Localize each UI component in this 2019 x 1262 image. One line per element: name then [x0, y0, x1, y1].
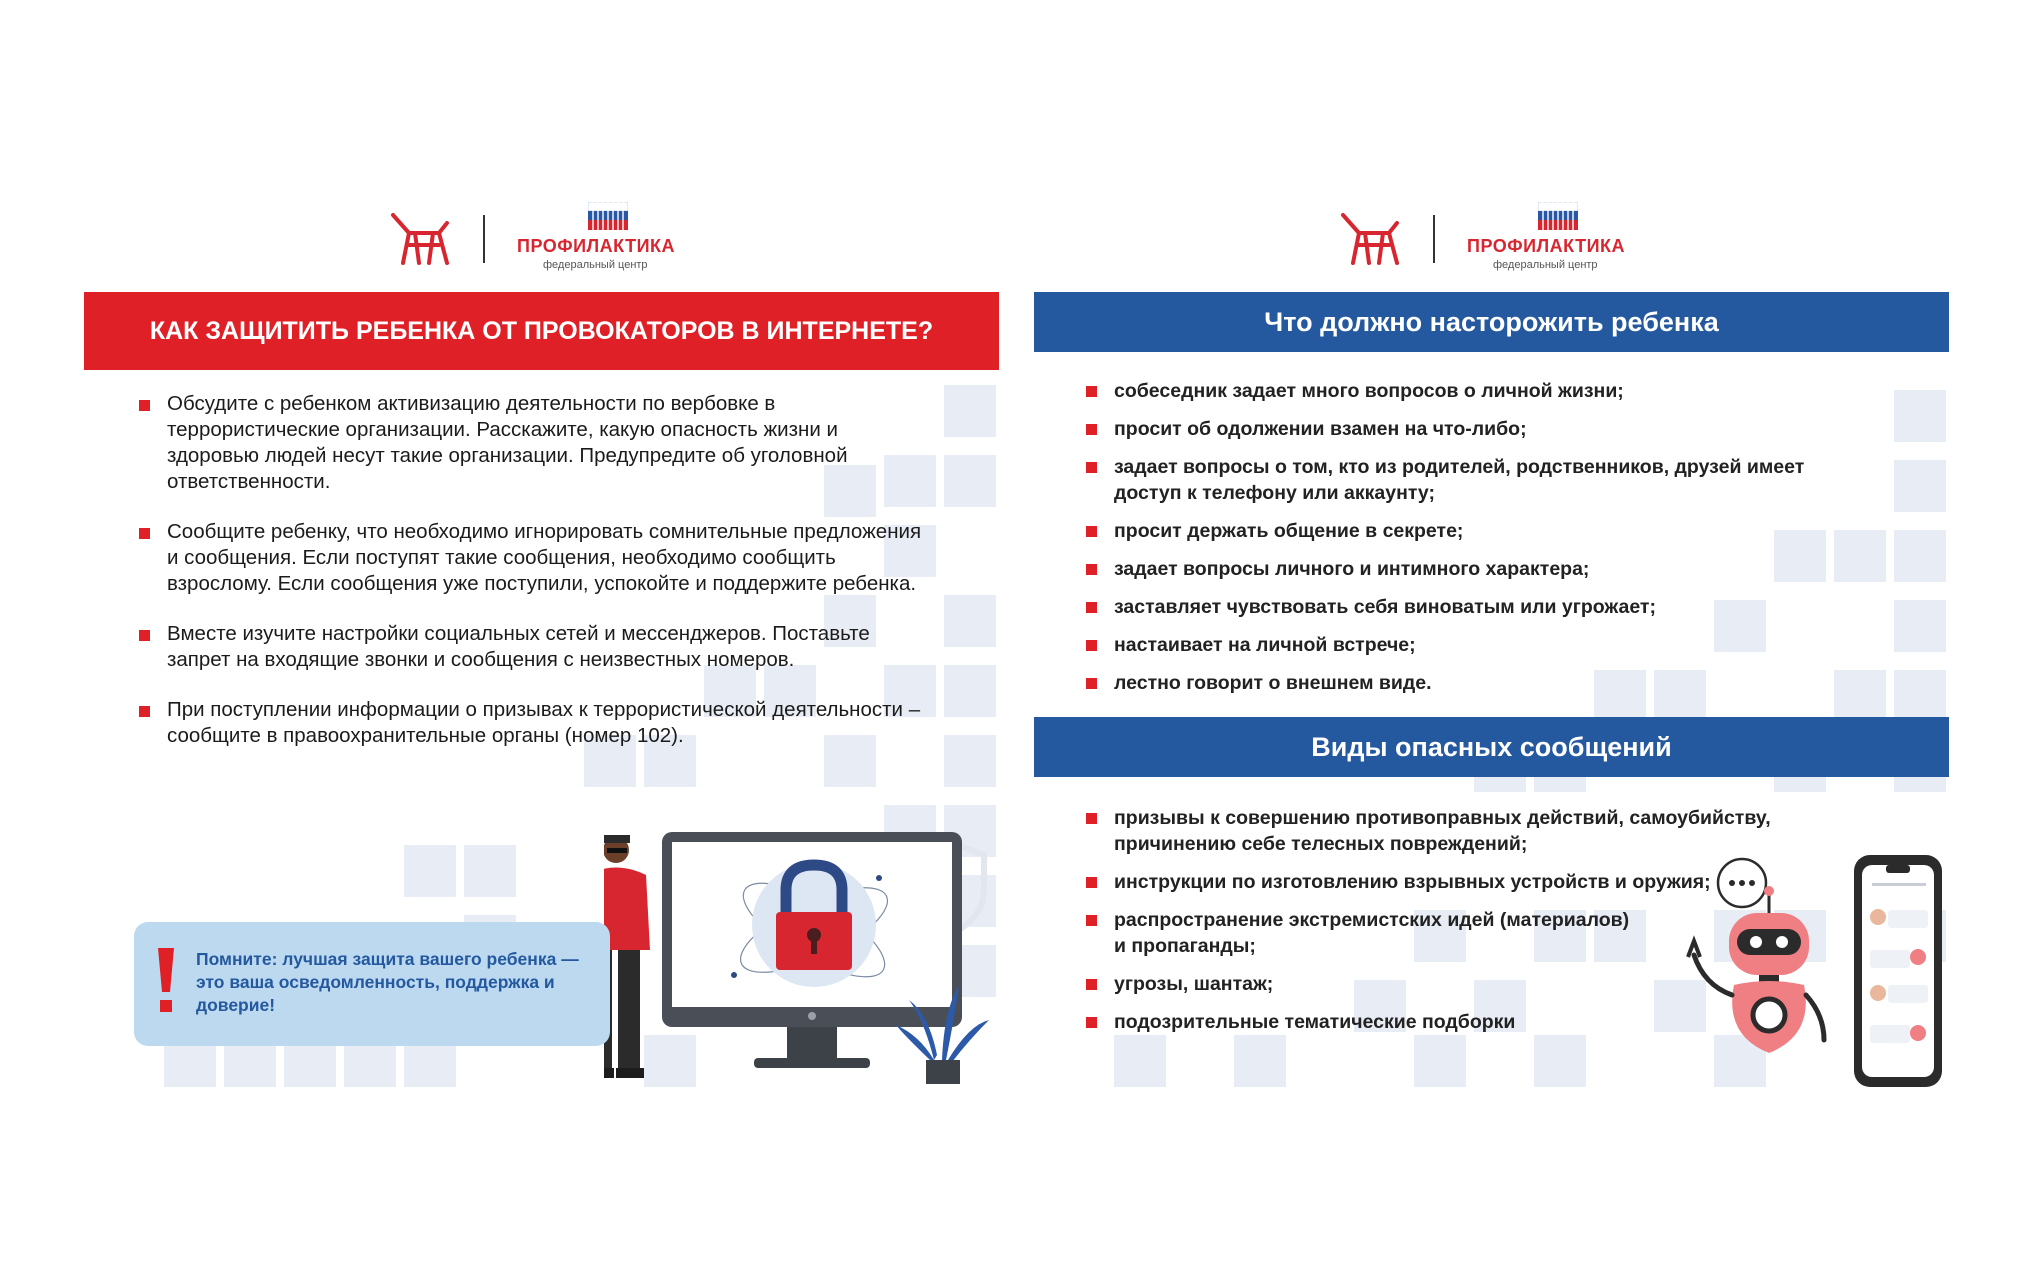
- flag-logo-icon: [588, 202, 628, 230]
- left-card: [84, 195, 999, 1090]
- list-item: задает вопросы о том, кто из родителей, родственников, друзей имеет доступ к телефону или аккаунту;: [1086, 454, 1874, 506]
- list-item: Обсудите с ребенком активизацию деятельности по вербовке в террористические организации. Расскажите, какую опасность жизни и здоровью людей несут такие организации. Предупредите об уголовной ответственности.: [139, 391, 929, 495]
- advice-list: [139, 391, 929, 773]
- brand-subtitle: федеральный центр: [1493, 259, 1598, 271]
- list-item: заставляет чувствовать себя виноватым или угрожает;: [1086, 594, 1886, 620]
- list-item: призывы к совершению противоправных действий, самоубийству, причинению себе телесных повреждений;: [1086, 805, 1886, 857]
- section-title: Виды опасных сообщений: [1311, 731, 1672, 762]
- list-item: просит об одолжении взамен на что-либо;: [1086, 416, 1886, 442]
- brand-name: ПРОФИЛАКТИКА: [517, 236, 675, 256]
- list-item: инструкции по изготовлению взрывных устройств и оружия;: [1086, 869, 1714, 895]
- list-item: задает вопросы личного и интимного характера;: [1086, 556, 1886, 582]
- list-item: собеседник задает много вопросов о личной жизни;: [1086, 378, 1886, 404]
- list-item: настаивает на личной встрече;: [1086, 632, 1886, 658]
- list-item: просит держать общение в секрете;: [1086, 518, 1886, 544]
- horse-logo-icon: [1339, 211, 1405, 267]
- chat-bubble-icon: [1718, 859, 1766, 907]
- brand-name: ПРОФИЛАКТИКА: [1467, 236, 1625, 256]
- smartphone-icon: [1854, 855, 1942, 1087]
- reminder-text: Помните: лучшая защита вашего ребенка — это ваша осведомленность, поддержка и доверие!: [196, 949, 579, 1015]
- exclamation-icon: [156, 948, 176, 1014]
- section-banner-warning-signs: [1034, 292, 1949, 352]
- guard-figure: [604, 835, 650, 1078]
- warning-signs-list: [1086, 378, 1886, 696]
- list-item: угрозы, шантаж;: [1086, 971, 1886, 997]
- list-item: При поступлении информации о призывах к террористической деятельности – сообщите в правоохранительные органы (номер 102).: [139, 697, 929, 749]
- page-title: КАК ЗАЩИТИТЬ РЕБЕНКА ОТ ПРОВОКАТОРОВ В ИНТЕРНЕТЕ?: [149, 316, 934, 345]
- list-item: лестно говорит о внешнем виде.: [1086, 670, 1886, 696]
- section-title: Что должно насторожить ребенка: [1264, 306, 1719, 337]
- flag-logo-icon: [1538, 202, 1578, 230]
- list-item: Сообщите ребенку, что необходимо игнорировать сомнительные предложения и сообщения. Если поступят такие сообщения, необходимо сообщить взрослому. Если сообщения уже поступили, успокойте и поддержите ребенка.: [139, 519, 929, 597]
- robot-phone-illustration: [1674, 845, 1949, 1090]
- right-card: [1034, 195, 1949, 1090]
- list-item: Вместе изучите настройки социальных сетей и мессенджеров. Поставьте запрет на входящие звонки и сообщения с неизвестных номеров.: [139, 621, 929, 673]
- section-banner-dangerous-messages: [1034, 717, 1949, 777]
- horse-logo-icon: [389, 211, 455, 267]
- security-illustration: [604, 820, 999, 1090]
- robot-icon: [1688, 886, 1824, 1053]
- logo-block: [1034, 195, 1949, 285]
- list-item: распространение экстремистских идей (материалов) и пропаганды;: [1086, 907, 1634, 959]
- reminder-box: [134, 922, 610, 1046]
- brand-subtitle: федеральный центр: [543, 259, 648, 271]
- title-banner: [84, 292, 999, 370]
- list-item: подозрительные тематические подборки: [1086, 1009, 1886, 1035]
- logo-block: [84, 195, 999, 285]
